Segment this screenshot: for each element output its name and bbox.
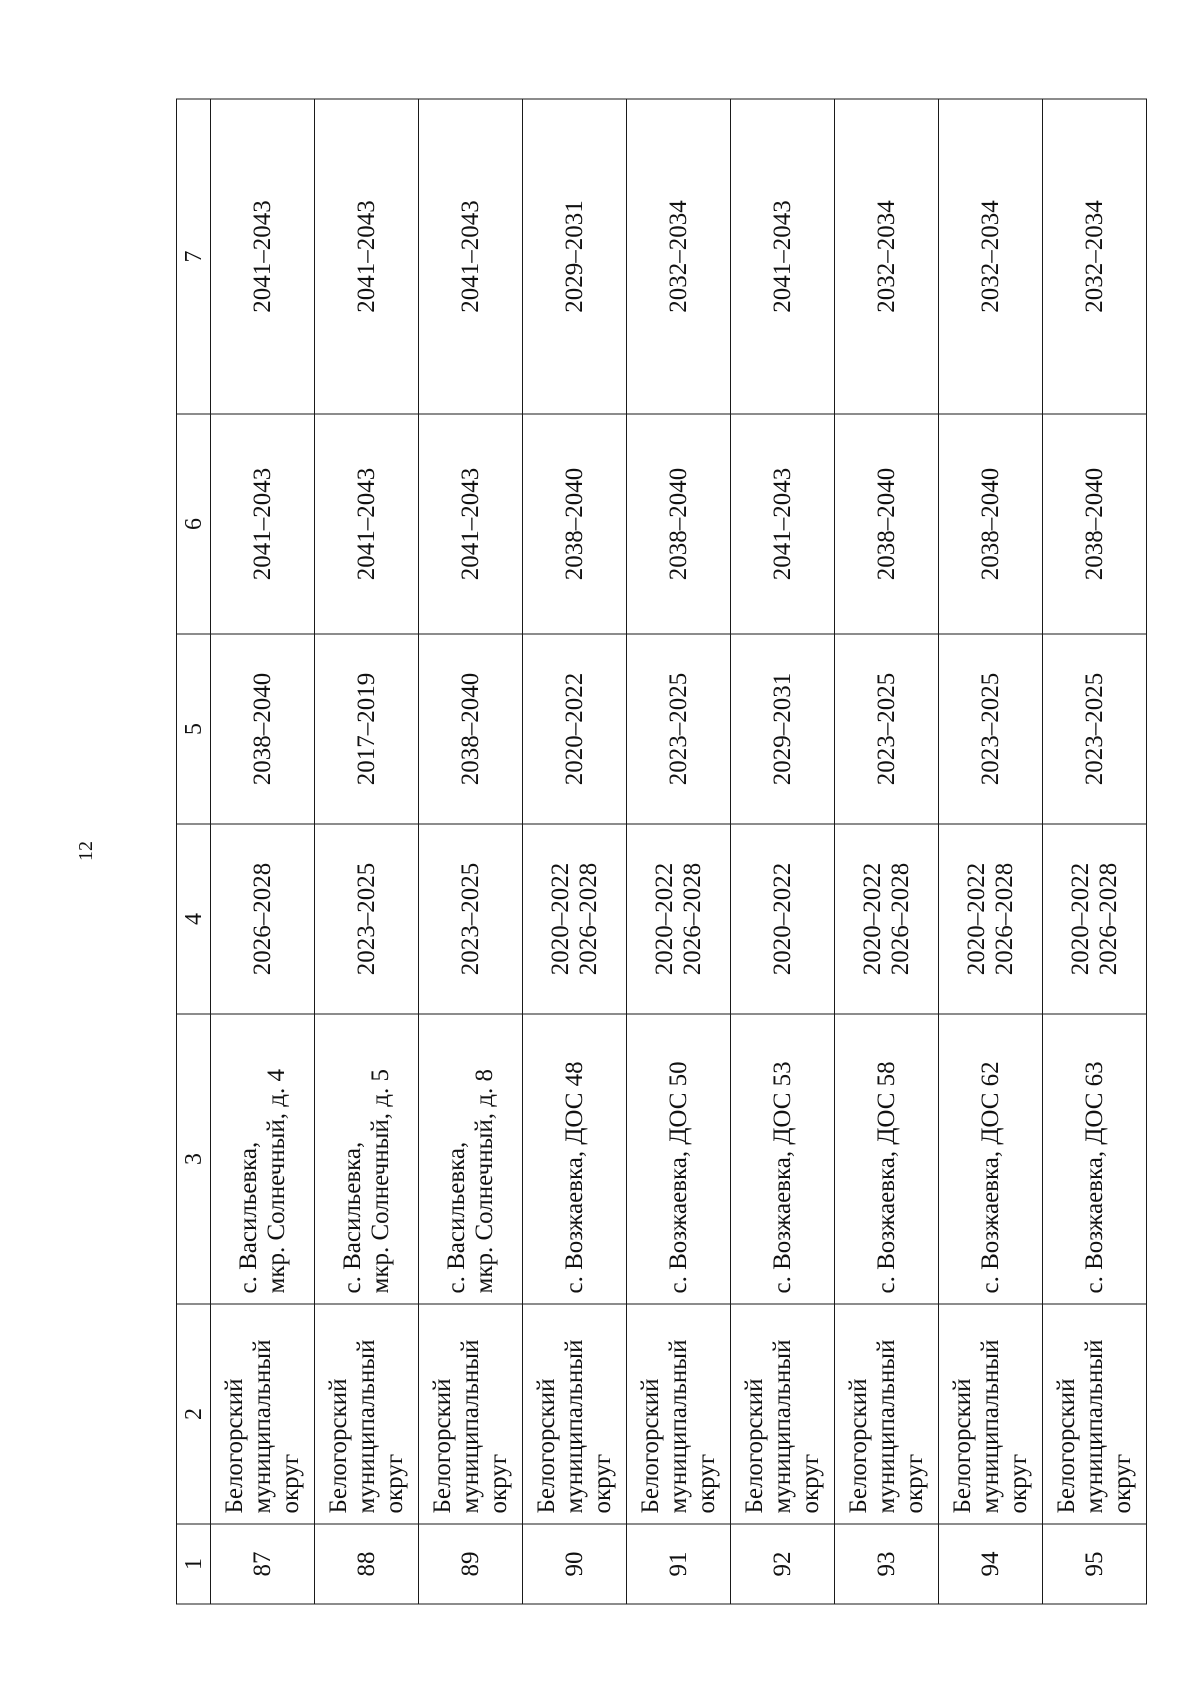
period-line: 2026–2028 <box>1094 862 1122 976</box>
period-col5-cell: 2023–2025 <box>627 634 731 824</box>
table-header <box>177 99 211 1604</box>
district-line: Белогорский <box>532 1378 560 1514</box>
row-number-cell: 95 <box>1043 1524 1147 1604</box>
period-line: 2026–2028 <box>248 862 276 976</box>
district-line: муниципальный <box>768 1339 796 1514</box>
period-col6-cell: 2041–2043 <box>211 414 315 634</box>
address-line: с. Возжаевка, ДОС 53 <box>768 1061 796 1294</box>
column-header: 4 <box>177 824 211 1014</box>
period-line: 2026–2028 <box>990 862 1018 976</box>
address-line: с. Васильевка, <box>234 1141 262 1294</box>
header-row <box>177 99 211 1604</box>
district-line: округ <box>900 1453 928 1514</box>
column-header: 3 <box>177 1014 211 1304</box>
address-line: мкр. Солнечный, д. 8 <box>470 1069 498 1294</box>
period-line: 2023–2025 <box>456 862 484 976</box>
address-cell <box>1043 1014 1147 1304</box>
district-line: округ <box>484 1453 512 1514</box>
period-line: 2020–2022 <box>858 862 886 976</box>
district-line: Белогорский <box>324 1378 352 1514</box>
district-line: округ <box>276 1453 304 1514</box>
period-col6-cell: 2038–2040 <box>523 414 627 634</box>
period-line: 2026–2028 <box>678 862 706 976</box>
column-header: 6 <box>177 414 211 634</box>
period-col4-cell <box>731 824 835 1014</box>
table-row <box>211 99 315 1604</box>
row-number-cell: 92 <box>731 1524 835 1604</box>
period-col5-cell: 2038–2040 <box>211 634 315 824</box>
district-line: муниципальный <box>872 1339 900 1514</box>
schedule-table-container <box>176 100 1146 1605</box>
row-number-cell: 87 <box>211 1524 315 1604</box>
row-number-cell: 91 <box>627 1524 731 1604</box>
address-line: с. Возжаевка, ДОС 63 <box>1080 1061 1108 1294</box>
period-col7-cell: 2029–2031 <box>523 99 627 414</box>
address-line: с. Возжаевка, ДОС 62 <box>976 1061 1004 1294</box>
period-col4-cell <box>523 824 627 1014</box>
period-col5-cell: 2023–2025 <box>835 634 939 824</box>
district-line: округ <box>692 1453 720 1514</box>
table-row <box>835 99 939 1604</box>
address-line: с. Возжаевка, ДОС 48 <box>560 1061 588 1294</box>
address-cell <box>523 1014 627 1304</box>
district-cell <box>627 1304 731 1524</box>
district-cell <box>939 1304 1043 1524</box>
address-cell <box>419 1014 523 1304</box>
period-col6-cell: 2041–2043 <box>419 414 523 634</box>
period-col4-cell <box>1043 824 1147 1014</box>
district-line: муниципальный <box>352 1339 380 1514</box>
period-line: 2023–2025 <box>352 862 380 976</box>
period-col4-cell <box>419 824 523 1014</box>
address-cell <box>835 1014 939 1304</box>
address-cell <box>315 1014 419 1304</box>
period-col7-cell: 2041–2043 <box>731 99 835 414</box>
address-cell <box>211 1014 315 1304</box>
period-line: 2020–2022 <box>546 862 574 976</box>
district-line: Белогорский <box>636 1378 664 1514</box>
district-line: Белогорский <box>220 1378 248 1514</box>
period-col7-cell: 2041–2043 <box>315 99 419 414</box>
row-number-cell: 93 <box>835 1524 939 1604</box>
schedule-table <box>176 99 1147 1605</box>
district-line: округ <box>796 1453 824 1514</box>
district-line: муниципальный <box>664 1339 692 1514</box>
period-col7-cell: 2032–2034 <box>627 99 731 414</box>
period-col5-cell: 2020–2022 <box>523 634 627 824</box>
period-col6-cell: 2038–2040 <box>1043 414 1147 634</box>
district-line: Белогорский <box>428 1378 456 1514</box>
district-cell <box>1043 1304 1147 1524</box>
period-col5-cell: 2029–2031 <box>731 634 835 824</box>
period-col7-cell: 2032–2034 <box>939 99 1043 414</box>
table-row <box>419 99 523 1604</box>
period-line: 2026–2028 <box>886 862 914 976</box>
address-line: с. Васильевка, <box>442 1141 470 1294</box>
address-cell <box>627 1014 731 1304</box>
district-cell <box>731 1304 835 1524</box>
period-col5-cell: 2038–2040 <box>419 634 523 824</box>
district-line: Белогорский <box>740 1378 768 1514</box>
district-line: округ <box>588 1453 616 1514</box>
row-number-cell: 89 <box>419 1524 523 1604</box>
address-line: с. Возжаевка, ДОС 50 <box>664 1061 692 1294</box>
address-line: с. Возжаевка, ДОС 58 <box>872 1061 900 1294</box>
period-col4-cell <box>835 824 939 1014</box>
district-line: муниципальный <box>560 1339 588 1514</box>
table-row <box>1043 99 1147 1604</box>
period-line: 2020–2022 <box>962 862 990 976</box>
period-col6-cell: 2038–2040 <box>835 414 939 634</box>
period-col7-cell: 2041–2043 <box>419 99 523 414</box>
address-cell <box>731 1014 835 1304</box>
period-col5-cell: 2017–2019 <box>315 634 419 824</box>
period-col4-cell <box>211 824 315 1014</box>
table-row <box>939 99 1043 1604</box>
period-line: 2020–2022 <box>650 862 678 976</box>
column-header: 5 <box>177 634 211 824</box>
district-line: Белогорский <box>844 1378 872 1514</box>
district-line: муниципальный <box>248 1339 276 1514</box>
column-header: 2 <box>177 1304 211 1524</box>
column-header: 7 <box>177 99 211 414</box>
period-col4-cell <box>627 824 731 1014</box>
period-line: 2020–2022 <box>768 862 796 976</box>
column-header: 1 <box>177 1524 211 1604</box>
district-cell <box>315 1304 419 1524</box>
period-col7-cell: 2032–2034 <box>1043 99 1147 414</box>
period-col4-cell <box>939 824 1043 1014</box>
period-line: 2026–2028 <box>574 862 602 976</box>
address-line: мкр. Солнечный, д. 5 <box>366 1069 394 1294</box>
district-line: муниципальный <box>976 1339 1004 1514</box>
district-line: округ <box>380 1453 408 1514</box>
district-line: муниципальный <box>1080 1339 1108 1514</box>
period-col6-cell: 2041–2043 <box>315 414 419 634</box>
address-line: мкр. Солнечный, д. 4 <box>262 1069 290 1294</box>
district-cell <box>835 1304 939 1524</box>
table-row <box>315 99 419 1604</box>
period-col5-cell: 2023–2025 <box>1043 634 1147 824</box>
period-col6-cell: 2038–2040 <box>627 414 731 634</box>
row-number-cell: 94 <box>939 1524 1043 1604</box>
district-line: Белогорский <box>948 1378 976 1514</box>
page-number: 12 <box>75 841 97 861</box>
row-number-cell: 88 <box>315 1524 419 1604</box>
period-col4-cell <box>315 824 419 1014</box>
district-cell <box>211 1304 315 1524</box>
period-col5-cell: 2023–2025 <box>939 634 1043 824</box>
district-line: муниципальный <box>456 1339 484 1514</box>
district-line: Белогорский <box>1052 1378 1080 1514</box>
period-col6-cell: 2041–2043 <box>731 414 835 634</box>
table-row <box>627 99 731 1604</box>
row-number-cell: 90 <box>523 1524 627 1604</box>
period-col6-cell: 2038–2040 <box>939 414 1043 634</box>
district-cell <box>523 1304 627 1524</box>
address-cell <box>939 1014 1043 1304</box>
district-line: округ <box>1108 1453 1136 1514</box>
table-body <box>211 99 1147 1604</box>
district-line: округ <box>1004 1453 1032 1514</box>
district-cell <box>419 1304 523 1524</box>
address-line: с. Васильевка, <box>338 1141 366 1294</box>
period-col7-cell: 2041–2043 <box>211 99 315 414</box>
table-row <box>523 99 627 1604</box>
period-line: 2020–2022 <box>1066 862 1094 976</box>
table-row <box>731 99 835 1604</box>
period-col7-cell: 2032–2034 <box>835 99 939 414</box>
